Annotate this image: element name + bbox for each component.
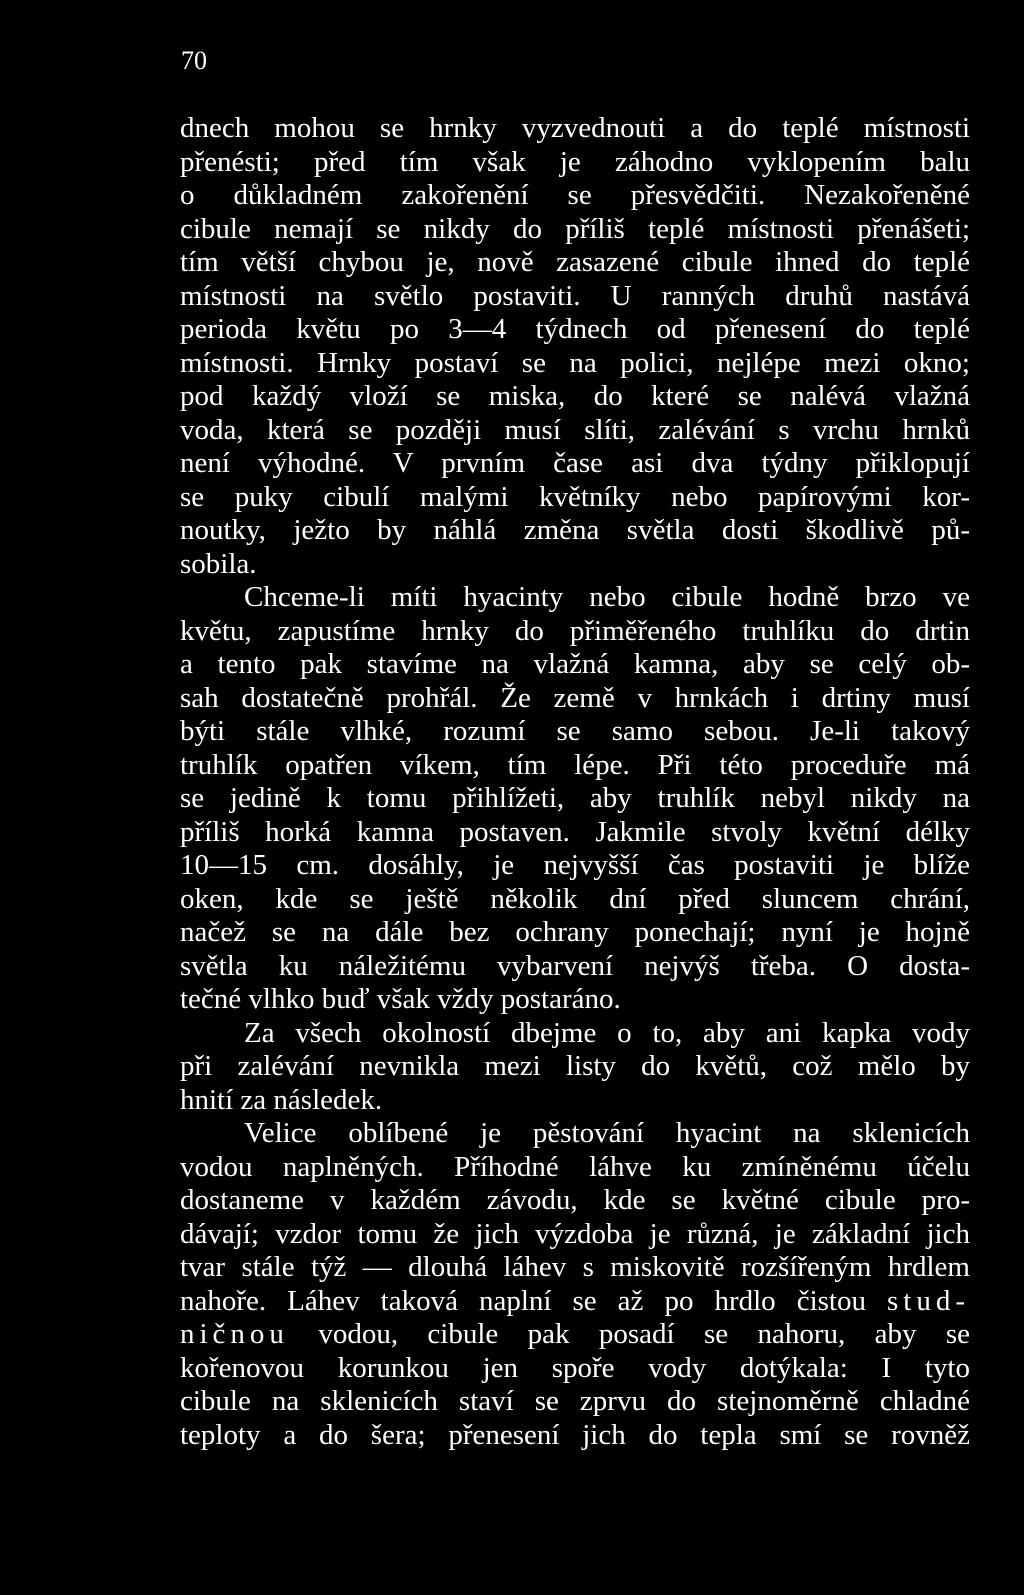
paragraph-1 [180, 112, 970, 581]
text-line: Chceme-li míti hyacinty nebo cibule hodně brzo ve [244, 581, 970, 613]
text-line-with-spaced-word [180, 1318, 970, 1352]
text-line: při zalévání nevnikla mezi listy do květů, což mělo by [180, 1050, 970, 1082]
text-line: sah dostatečně prohřál. Že země v hrnkách i drtiny musí [180, 681, 970, 714]
text-line: květu, zapustíme hrnky do přiměřeného truhlíku do drtin [180, 614, 970, 647]
text-line-with-spaced-word [180, 1285, 970, 1319]
text-line: sobila. [180, 547, 257, 580]
text-line: tečné vlhko buď však vždy postaráno. [180, 983, 621, 1015]
text-line: truhlík opatřen víkem, tím lépe. Při této proceduře má [180, 748, 970, 781]
text-line: perioda květu po 3—4 týdnech od přenesení do teplé [180, 313, 970, 345]
text-line: načež se na dále bez ochrany ponechají; nyní je hojně [180, 916, 970, 948]
text-line: se jedině k tomu přihlížeti, aby truhlík nebyl nikdy na [180, 782, 970, 814]
text-line: cibule na sklenicích staví se zprvu do stejnoměrně chladné [180, 1385, 970, 1417]
paragraph-3 [180, 1017, 970, 1118]
paragraph-2 [180, 581, 970, 1017]
text-line: pod každý vloží se miska, do které se nalévá vlažná [180, 380, 970, 412]
text-line: dávají; vzdor tomu že jich výzdoba je různá, je základní jich [180, 1217, 970, 1250]
text-line: Velice oblíbené je pěstování hyacint na sklenicích [244, 1117, 970, 1149]
text-line: přenésti; před tím však je záhodno vyklopením balu [180, 145, 970, 178]
text-line: 10—15 cm. dosáhly, je nejvyšší čas postaviti je blíže [180, 849, 970, 881]
text-line: Za všech okolností dbejme o to, aby ani kapka vody [244, 1016, 970, 1049]
text-line: cibule nemají se nikdy do příliš teplé místnosti přenášeti; [180, 212, 970, 245]
text-fragment: vodou, cibule pak posadí se nahoru, aby se [318, 1318, 970, 1350]
spaced-word: ničnou [180, 1318, 289, 1350]
text-line: a tento pak stavíme na vlažná kamna, aby se celý ob- [180, 648, 970, 680]
text-line: tvar stále týž — dlouhá láhev s miskovitě rozšířeným hrdlem [180, 1251, 970, 1283]
text-line: dnech mohou se hrnky vyzvednouti a do teplé místnosti [180, 112, 970, 144]
text-line: světla ku náležitému vybarvení nejvýš třeba. O dosta- [180, 949, 970, 982]
text-line: oken, kde se ještě několik dní před sluncem chrání, [180, 882, 970, 915]
text-line: místnosti. Hrnky postaví se na polici, nejlépe mezi okno; [180, 346, 970, 379]
text-fragment: nahoře. Láhev taková naplní se až po hrdlo čistou [180, 1284, 866, 1317]
text-line: místnosti na světlo postaviti. U ranných druhů nastává [180, 279, 970, 312]
text-line: dostaneme v každém závodu, kde se květné cibule pro- [180, 1184, 970, 1216]
text-line: teploty a do šera; přenesení jich do tepla smí se rovněž [180, 1418, 970, 1451]
text-line: hnití za následek. [180, 1083, 383, 1116]
text-line: není výhodné. V prvním čase asi dva týdny přiklopují [180, 447, 970, 479]
paragraph-4 [180, 1117, 970, 1452]
page-number: 70 [181, 46, 207, 75]
text-line: vodou naplněných. Příhodné láhve ku zmíněnému účelu [180, 1150, 970, 1183]
text-line: tím větší chybou je, nově zasazené cibule ihned do teplé [180, 246, 970, 278]
text-line: býti stále vlhké, rozumí se samo sebou. Je-li takový [180, 715, 970, 747]
text-line: voda, která se později musí slíti, zalévání s vrchu hrnků [180, 413, 970, 446]
spaced-word: stud- [887, 1284, 970, 1317]
text-line: noutky, ježto by náhlá změna světla dosti škodlivě pů- [180, 514, 970, 546]
text-line: příliš horká kamna postaven. Jakmile stvoly květní délky [180, 815, 970, 848]
text-line: se puky cibulí malými květníky nebo papírovými kor- [180, 480, 970, 513]
text-line: kořenovou korunkou jen spoře vody dotýkala: I tyto [180, 1351, 970, 1384]
text-line: o důkladném zakořenění se přesvědčiti. Nezakořeněné [180, 179, 970, 211]
body-text [180, 112, 970, 1452]
